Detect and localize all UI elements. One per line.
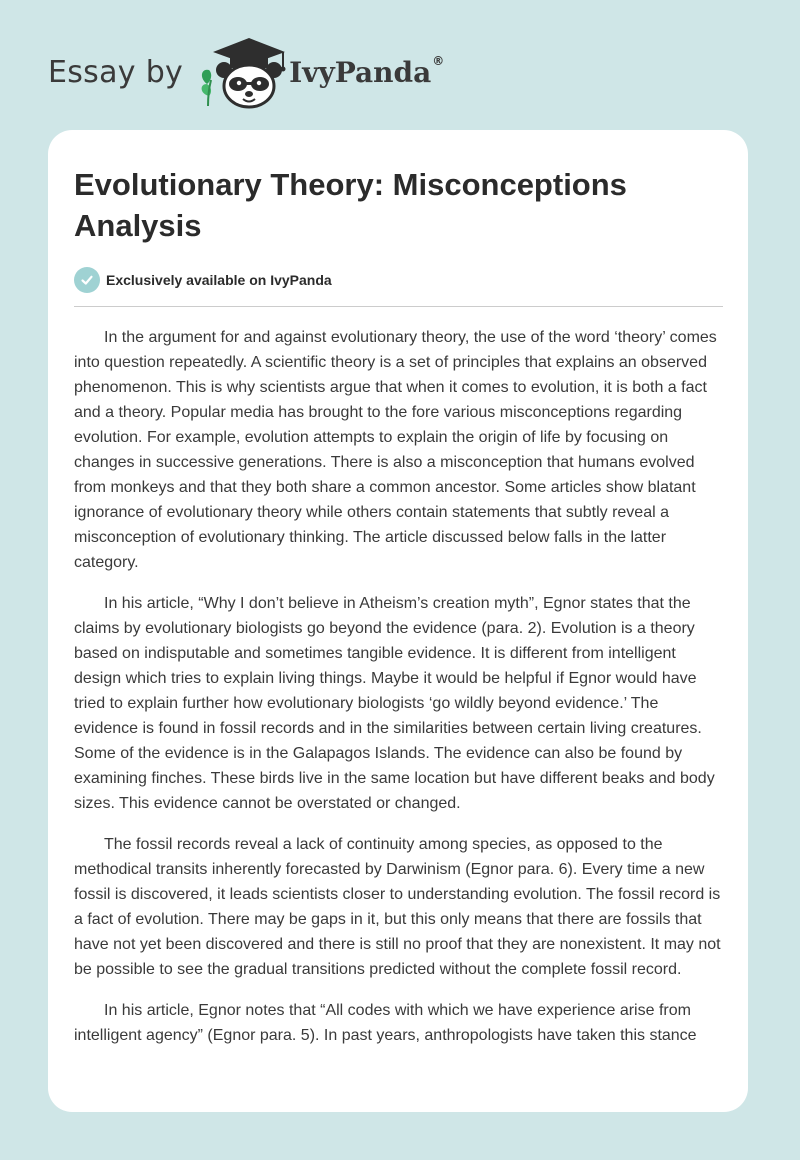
brand-name[interactable]: IvyPanda® [289, 54, 445, 89]
paragraph: In his article, Egnor notes that “All codes with which we have experience arise from intelligent agency” (Egnor para. 5). In past years, anthropologists have taken this stance [74, 1002, 697, 1044]
panda-graduate-icon[interactable] [197, 34, 289, 110]
paragraph: The fossil records reveal a lack of continuity among species, as opposed to the methodical transits inherently forecasted by Darwinism (Egnor para. 6). Every time a new fossil is discovered, it leads scientists closer to understanding evolution. The fossil record is a fact of evolution. There may be gaps in it, but this only means that there are fossils that have not yet been discovered and there is still no proof that they are nonexistent. It may not be possible to see the gradual transitions predicted without the complete fossil record. [74, 836, 721, 978]
paragraph: In the argument for and against evolutionary theory, the use of the word ‘theory’ comes into question repeatedly. A scientific theory is a set of principles that explains an observed phenomenon. This is why scientists argue that when it comes to evolution, it is both a fact and a theory. Popular media has brought to the fore various misconceptions regarding evolution. For example, evolution attempts to explain the origin of life by focusing on changes in successive generations. There is also a misconception that humans evolved from monkeys and that they both share a common ancestor. Some articles show blatant ignorance of evolutionary theory while others contain statements that subtly reveal a misconception of evolutionary thinking. The article discussed below falls in the latter category. [74, 329, 717, 571]
brand-prefix: Essay by [48, 54, 184, 90]
check-circle-icon [74, 267, 100, 293]
essay-body [74, 325, 724, 1048]
badge-text: Exclusively available on IvyPanda [106, 272, 332, 288]
site-header [48, 34, 444, 110]
essay-title: Evolutionary Theory: Misconceptions Analysis [74, 167, 627, 243]
essay-card [48, 130, 748, 1112]
paragraph: In his article, “Why I don’t believe in Atheism’s creation myth”, Egnor states that the claims by evolutionary biologists go beyond the evidence (para. 2). Evolution is a theory based on indisputable and sometimes tangible evidence. It is different from intelligent design which tries to explain living things. Maybe it would be helpful if Egnor would have tried to explain further how evolutionary biologists ‘go wildly beyond evidence.’ The evidence is found in fossil records and in the similarities between certain living creatures. Some of the evidence is in the Galapagos Islands. The evidence can also be found by examining finches. These birds live in the same location but have different beaks and body sizes. This evidence cannot be overstated or changed. [74, 595, 715, 812]
registered-mark: ® [432, 54, 445, 69]
divider [74, 306, 723, 307]
exclusive-badge [74, 266, 722, 294]
